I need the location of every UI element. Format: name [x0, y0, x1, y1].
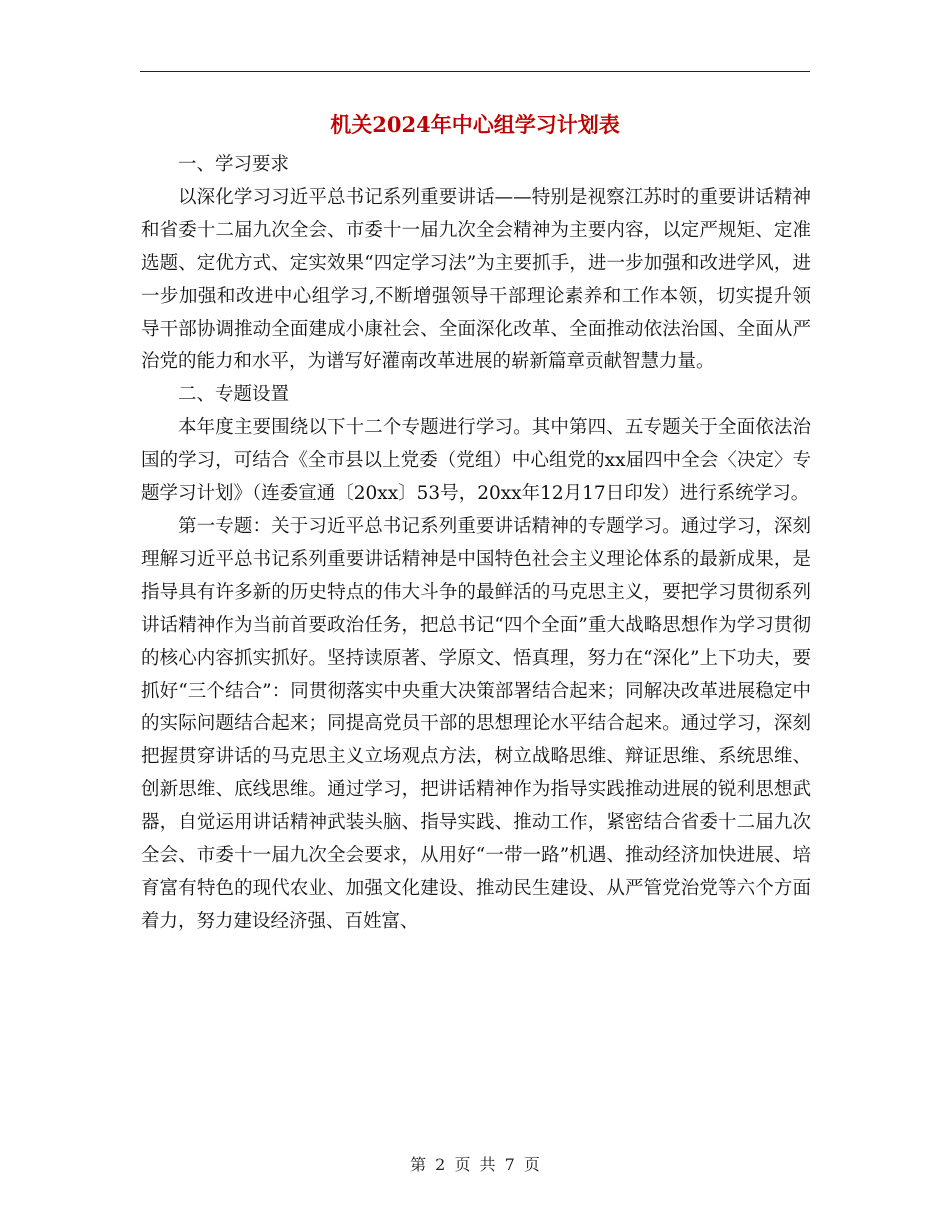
page-number: 第 2 页 共 7 页 — [410, 1155, 540, 1174]
paragraph-topic-one: 第一专题：关于习近平总书记系列重要讲话精神的专题学习。通过学习，深刻理解习近平总书记系列重要讲话精神是中国特色社会主义理论体系的最新成果，是指导具有许多新的历史特点的伟大斗争的最鲜活的马克思主义，要把学习贯彻系列讲话精神作为当前首要政治任务，把总书记“四个全面”重大战略思想作为学习贯彻的核心内容抓实抓好。坚持读原著、学原文、悟真理，努力在“深化”上下功夫，要抓好“三个结合”：同贯彻落实中央重大决策部署结合起来；同解决改革进展稳定中的实际问题结合起来；同提高党员干部的思想理论水平结合起来。通过学习，深刻把握贯穿讲话的马克思主义立场观点方法，树立战略思维、辩证思维、系统思维、创新思维、底线思维。通过学习，把讲话精神作为指导实践推动进展的锐利思想武器，自觉运用讲话精神武装头脑、指导实践、推动工作，紧密结合省委十二届九次全会、市委十一届九次全会要求，从用好“一带一路”机遇、推动经济加快进展、培育富有特色的现代农业、加强文化建设、推动民生建设、从严管党治党等六个方面着力，努力建设经济强、百姓富、 — [141, 515, 811, 932]
document-body — [141, 149, 811, 939]
header-rule — [140, 71, 810, 72]
paragraph-requirements: 以深化学习习近平总书记系列重要讲话——特别是视察江苏时的重要讲话精神和省委十二届九次全会、市委十一届九次全会精神为主要内容，以定严规矩、定准选题、定优方式、定实效果“四定学习法”为主要抓手，进一步加强和改进学风，进一步加强和改进中心组学习,不断增强领导干部理论素养和工作本领，切实提升领导干部协调推动全面建成小康社会、全面深化改革、全面推动依法治国、全面从严治党的能力和水平，为谱写好灌南改革进展的崭新篇章贡献智慧力量。 — [141, 186, 811, 373]
section-heading-requirements: 一、学习要求 — [178, 154, 290, 175]
section-heading-topics: 二、专题设置 — [178, 384, 290, 406]
document-title: 机关2024年中心组学习计划表 — [330, 112, 620, 137]
paragraph-topics-intro: 本年度主要围绕以下十二个专题进行学习。其中第四、五专题关于全面依法治国的学习，可结合《全市县以上党委（党组）中心组党的xx届四中全会〈决定〉专题学习计划》（连委宣通〔20xx〕53号，20xx年12月17日印发）进行系统学习。 — [141, 417, 811, 505]
